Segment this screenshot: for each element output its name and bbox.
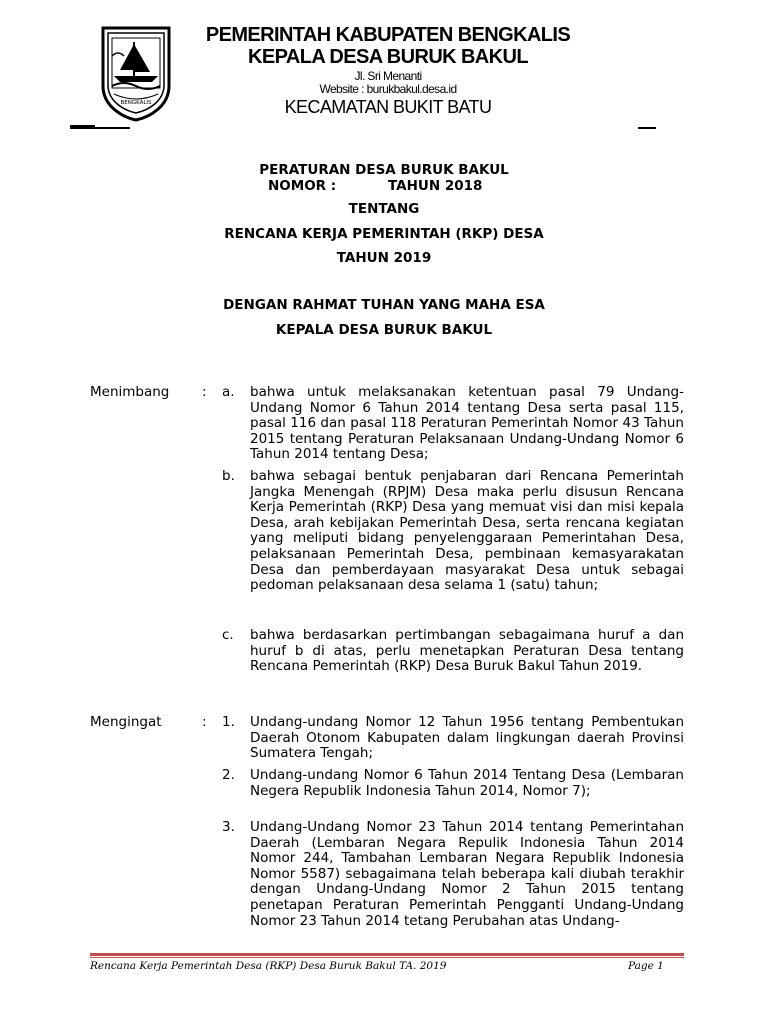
mengingat-item: [222, 715, 684, 762]
menimbang-colon: :: [202, 384, 207, 400]
letterhead-line-2: KEPALA DESA BURUK BAKUL: [248, 46, 528, 68]
mengingat-item: [222, 768, 684, 799]
item-text: bahwa untuk melaksanakan ketentuan pasal 79 Undang-Undang Nomor 6 Tahun 2014 tentang Desa serta pasal 115, pasal 116 dan pasal 118 Peraturan Pemerintah Nomor 43 Tahun 2015 tentang Peraturan Pelaksanaan Undang-Undang Nomor 6 Tahun 2014 tentang Desa;: [250, 384, 684, 463]
item-marker: 3.: [222, 819, 235, 835]
menimbang-item: [222, 628, 684, 675]
tentang-heading: TENTANG: [348, 201, 420, 217]
regulation-subject: RENCANA KERJA PEMERINTAH (RKP) DESA: [224, 226, 544, 242]
item-marker: a.: [222, 384, 235, 400]
regulation-title: PERATURAN DESA BURUK BAKUL: [259, 162, 509, 178]
menimbang-item: [222, 385, 684, 463]
tahun-label: TAHUN 2018: [388, 178, 483, 194]
mengingat-colon: :: [202, 714, 207, 730]
rahmat-heading: DENGAN RAHMAT TUHAN YANG MAHA ESA: [223, 297, 545, 313]
kepala-desa-heading: KEPALA DESA BURUK BAKUL: [275, 322, 493, 338]
footer-document-title: Rencana Kerja Pemerintah Desa (RKP) Desa Buruk Bakul TA. 2019: [90, 960, 447, 972]
item-text: bahwa berdasarkan pertimbangan sebagaimana huruf a dan huruf b di atas, perlu menetapkan Peraturan Desa tentang Rencana Pemerintah (RKP) Desa Buruk Bakul Tahun 2019.: [250, 627, 684, 675]
svg-text:BENGKALIS: BENGKALIS: [120, 100, 152, 106]
menimbang-item: [222, 469, 684, 594]
letterhead-address: Jl. Sri Menanti: [354, 69, 422, 83]
letterhead-website: Website : burukbakul.desa.id: [319, 82, 457, 96]
nomor-label: NOMOR :: [268, 178, 337, 194]
item-text: Undang-undang Nomor 6 Tahun 2014 Tentang Desa (Lembaran Negera Republik Indonesia Tahun 2014, Nomor 7);: [250, 767, 684, 799]
menimbang-label: Menimbang: [90, 384, 170, 400]
footer-rule-thin: [90, 957, 684, 958]
item-marker: 1.: [222, 714, 235, 730]
bengkalis-crest-logo: [100, 24, 172, 122]
item-marker: c.: [222, 627, 234, 643]
mengingat-item: [222, 820, 684, 929]
letterhead-line-1: PEMERINTAH KABUPATEN BENGKALIS: [205, 24, 571, 46]
footer-rule-thick: [90, 953, 684, 956]
letterhead-rule-right: [638, 127, 656, 129]
letterhead-kecamatan: KECAMATAN BUKIT BATU: [284, 97, 492, 117]
item-text: bahwa sebagai bentuk penjabaran dari Rencana Pemerintah Jangka Menengah (RPJM) Desa maka perlu disusun Rencana Kerja Pemerintah (RKP) Desa yang memuat visi dan misi kepala Desa, arah kebijakan Pemerintah Desa, serta rencana kegiatan yang meliputi bidang penyelenggaraan Pemerintahan Desa, pelaksanaan Pemerintah Desa, pembinaan kemasyarakatan Desa dan pemberdayaan masyarakat Desa untuk sebagai pedoman pelaksanaan desa selama 1 (satu) tahun;: [250, 468, 684, 594]
item-marker: 2.: [222, 767, 235, 783]
item-text: Undang-Undang Nomor 23 Tahun 2014 tentang Pemerintahan Daerah (Lembaran Negara Repulik Indonesia Tahun 2014 Nomor 244, Tambahan Lembaran Negara Republik Indonesia Nomor 5587) sebagaimana telah beberapa kali diubah terakhir dengan Undang-Undang Nomor 2 Tahun 2015 tentang penetapan Peraturan Pemerintah Pengganti Undang-Undang Nomor 23 Tahun 2014 tetang Perubahan atas Undang-: [250, 819, 684, 929]
footer-page-number: Page 1: [628, 960, 664, 972]
item-marker: b.: [222, 468, 235, 484]
letterhead-rule-left: [70, 127, 130, 129]
regulation-year: TAHUN 2019: [336, 250, 432, 266]
item-text: Undang-undang Nomor 12 Tahun 1956 tentang Pembentukan Daerah Otonom Kabupaten dalam lingkungan daerah Provinsi Sumatera Tengah;: [250, 714, 684, 762]
mengingat-label: Mengingat: [90, 714, 162, 730]
